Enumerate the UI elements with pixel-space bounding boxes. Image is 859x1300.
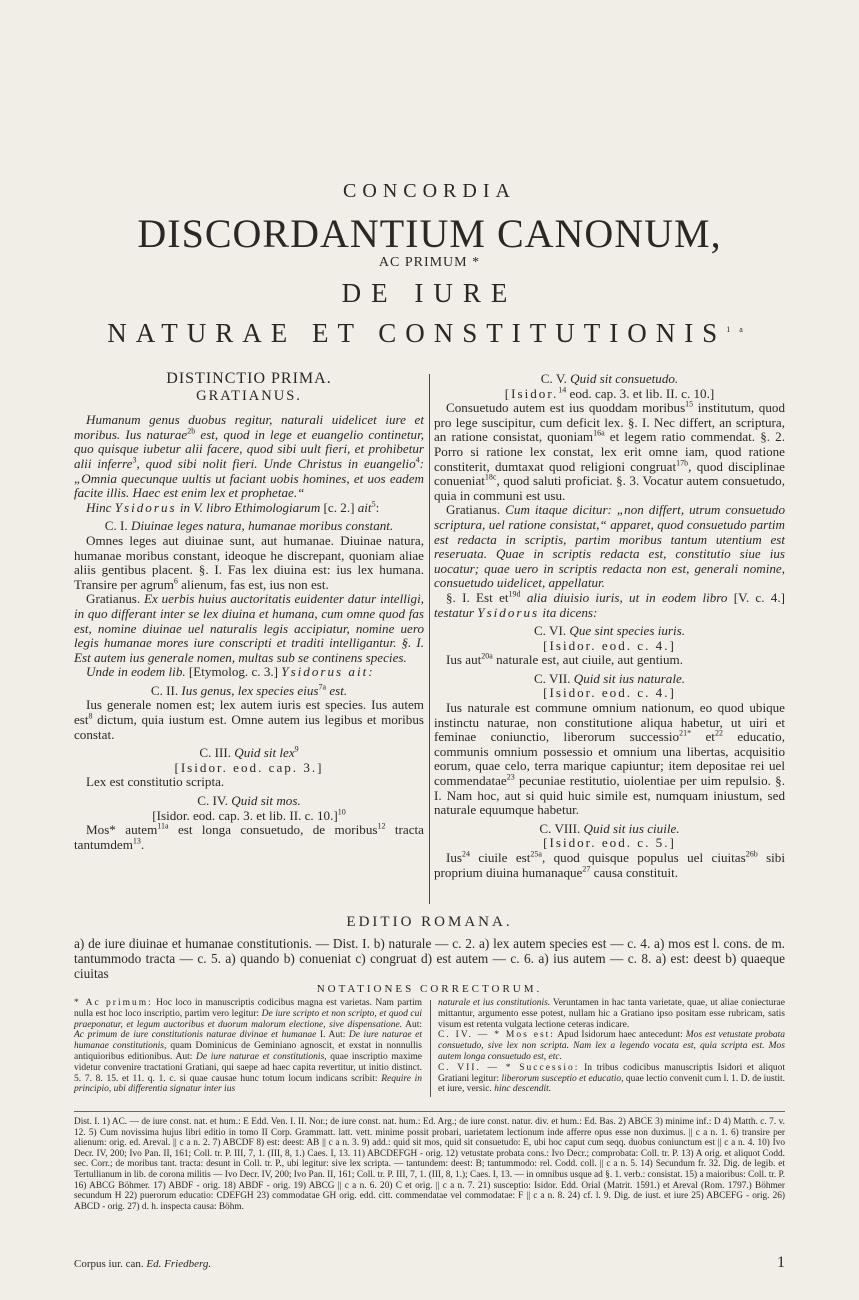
text-span: Unde in eodem lib.: [86, 664, 186, 680]
text-span: Corpus iur. can.: [74, 1258, 147, 1270]
canon-reference-7: [Isidor. eod. c. 4.]: [543, 685, 676, 701]
canon-title: Quid sit consuetudo.: [570, 371, 679, 386]
canon-text-3: Lex est constitutio scripta.: [86, 774, 225, 790]
canon-text-6: [434, 653, 785, 668]
footnote-mark: 27: [582, 864, 591, 874]
text-span: De iure naturae et constitutionis,: [196, 1051, 327, 1062]
editio-romana-heading: EDITIO ROMANA.: [346, 914, 513, 930]
canon-title: Quid sit lex: [234, 745, 295, 761]
text-span: C. IV. — * Mos est:: [438, 1030, 555, 1041]
footnote-mark: 13: [132, 836, 141, 846]
canon-title: Quid sit ius naturale.: [573, 670, 686, 686]
canon-text-1: [74, 534, 424, 592]
text-span: sibi proprium diuina humanaque: [434, 850, 785, 880]
notationes-heading: NOTATIONES CORRECTORUM.: [316, 983, 543, 995]
text-span: causa constituit.: [590, 864, 679, 880]
author-name: Ysidorus: [114, 499, 177, 515]
canon-text-2: [74, 698, 424, 742]
text-span: quam Dominicus de Geminiano agnoscit, et exstat in nonnullis antiquioribus editionibus. Aut:: [74, 1041, 423, 1062]
text-span: De iure naturae et humanae constitutionis,: [74, 1030, 423, 1052]
footnote-mark: 12: [377, 821, 386, 831]
footnote-mark: 16a: [593, 429, 605, 439]
footnote-mark: 4: [415, 455, 420, 465]
text-span: [Etymolog. c. 3.]: [185, 664, 282, 680]
variants-rule: [74, 1111, 785, 1112]
text-span: Apud Isidorum haec antecedunt:: [554, 1030, 686, 1041]
text-span: , quod disciplinae conueniat: [434, 458, 785, 489]
text-span: alienum, fas est, ius non est.: [177, 576, 329, 592]
text-span: Consuetudo autem est ius quoddam moribus: [446, 400, 686, 416]
footnote-mark: 10: [337, 807, 346, 817]
text-span: ita dicens:: [539, 604, 598, 620]
footnote-mark: 9: [294, 744, 299, 754]
canon-reference-5: [434, 387, 785, 402]
canon-reference-8: [Isidor. eod. c. 5.]: [543, 835, 676, 851]
footnote-mark: 14: [558, 385, 567, 395]
hinc-paragraph: [74, 501, 424, 516]
canon-title: Quid sit mos.: [231, 793, 301, 809]
canon-reference-3: [Isidor. eod. cap. 3.]: [174, 759, 324, 775]
footnote-mark: 19d: [508, 589, 521, 599]
footnote-mark: 3: [132, 455, 137, 465]
canon-text-8: [434, 851, 785, 880]
text-span: dictum, quia iustum est. Omne autem ius legibus et moribus constat.: [74, 712, 424, 742]
footnote-mark: 21*: [679, 728, 692, 738]
canon-heading-4: [74, 794, 424, 809]
canon-heading-3: [74, 746, 424, 761]
unde-paragraph: [74, 665, 424, 680]
canon-heading-2: [74, 684, 424, 699]
canon-number: C. V.: [540, 371, 567, 386]
text-span: Humanum genus duobus regitur, naturali uidelicet iure et moribus. Ius naturae: [74, 412, 424, 442]
text-span: In tribus codicibus manuscriptis Isidori et aliquot Gratiani legitur:: [438, 1062, 785, 1084]
distinctio-heading: DISTINCTIO PRIMA.: [166, 370, 332, 387]
text-span: naturale et ius constitutionis.: [438, 998, 551, 1008]
text-span: :: [375, 499, 380, 515]
text-span: est, quod in lege et euangelio continetur, quo quisque iubetur alii facere, quod sibi uult fieri, et prohibetur alii inferre: [74, 426, 424, 471]
notationes-left: [74, 998, 422, 1095]
canon-reference-6: [Isidor. eod. c. 4.]: [543, 637, 676, 653]
footnote-mark: 22: [714, 728, 723, 738]
text-span: Ius generale nomen est; lex autem iuris est species. Ius autem est: [74, 697, 424, 728]
canon-heading-6: [434, 624, 785, 639]
text-span: : „Omnia quecunque uultis ut faciant uobis homines, et uos eadem facite illis. Haec est enim lex et prophetae.“: [74, 455, 424, 501]
text-span: naturale est, aut ciuile, aut gentium.: [492, 652, 684, 668]
canon-title: Que sint species iuris.: [569, 623, 686, 639]
text-span: pecuniae restitutio, uiolentiae per uim repulsio. §. I. Nam hoc, aut si quid huic simile est, numquam iniustum, sed naturale equumque habetur.: [434, 773, 785, 818]
footnote-mark: 20a: [481, 651, 493, 661]
canon-text-5: [434, 401, 785, 503]
text-span: Ex uerbis huius auctoritatis euidenter datur intelligi, in quo differant inter se lex diuina et humana, cum omne quod fas est, nomine diuinae uel naturalis legis accipiatur, nomine uero legis humanae mores iure conscripti et traditi intelligantur. §. I. Est autem ius generale nomen, multas sub se continens species.: [74, 591, 424, 665]
text-span: liberorum susceptio et educatio,: [501, 1073, 624, 1084]
footnote-mark: 26b: [745, 849, 758, 859]
text-span: C. VII. — * Successio:: [438, 1062, 580, 1073]
text-span: Aut:: [402, 1019, 422, 1030]
text-span: Ac primum de iure constitutionis naturae divinae et humanae: [74, 1030, 317, 1041]
canon-heading-7: [434, 672, 785, 687]
text-span: [V. c. 4.]: [727, 589, 785, 605]
footnote-mark: 7a: [318, 682, 327, 692]
footnote-mark: 25a: [530, 849, 542, 859]
canon-title: est.: [326, 682, 348, 698]
notationes-right: [438, 998, 785, 1095]
text-span: in V. libro Ethimologiarum: [176, 499, 321, 515]
text-span: Veruntamen in hac tanta varietate, quae, ut aliae coniecturae mittantur, argumento esse potest, nullam hic a Gratiano ipso positam esse rubricam, satis visum est retenta vulgata lectione ceteras indicare.: [438, 998, 785, 1030]
text-span: Omnes leges aut diuinae sunt, aut humanae. Diuinae natura, humanae moribus constant, ideoque he discrepant, quoniam aliae aliis gentibus placent. §. I. Fas lex diuina est: ius lex humana. Transire per agrum: [74, 532, 424, 592]
gratianus-heading: GRATIANUS.: [196, 387, 302, 404]
text-span: [Isidor. eod. cap. 3. et lib. II. c. 10.]: [152, 807, 338, 823]
editio-romana-text: a) de iure diuinae et humanae constitutionis. — Dist. I. b) naturale — c. 2. a) lex autem species est — c. 4. a) mos est l. cons. de m. tantummodo tracta — c. 5. a) quando b) conueniat c) congruat d) est autem — c. 6. a) ius autem — c. 8. a) est: deest b) quaeque ciuitas: [74, 936, 785, 981]
text-span: , quod sibi nolit fieri. Unde Christus in euangelio: [136, 455, 416, 471]
canon-title: Diuinae leges natura, humanae moribus constant.: [130, 518, 394, 534]
text-span: Mos* autem: [86, 822, 158, 838]
footnote-mark: 23: [506, 772, 515, 782]
footnote-mark: 11a: [157, 821, 169, 831]
text-span: quae inscriptio maxime videtur convenire tractationi Gratiani, qui saepe ad haec capita revertitur, ut initio distinct. 5. 7. 8. 15. et 11. q. 1. c. si quae causae hunc totum locum indicans scribit:: [74, 1051, 422, 1084]
canon-number: C. I.: [104, 518, 128, 534]
title-naturae-text: NATURAE ET CONSTITUTIONIS: [107, 318, 727, 348]
author-name: Ysidorus ait:: [281, 664, 375, 680]
text-span: et: [691, 729, 715, 745]
text-span: Hinc: [86, 499, 115, 515]
footnote-mark: 18c: [484, 472, 497, 482]
right-column: [434, 372, 785, 880]
text-span: institutum, quod pro lege suscipitur, cum deficit lex. §. I. Nec differt, an scriptura, an ratione consistat, quoniam: [434, 400, 785, 445]
text-span: est longa consuetudo, de moribus: [168, 822, 378, 838]
title-discordantium: DISCORDANTIUM CANONUM,: [137, 211, 722, 256]
footnote-mark: 6: [173, 576, 178, 586]
text-span: Mos est vetustate probata consuetudo, sive lex non scripta. Nam lex a legendo vocata est, quia scripta est. Mos autem longa consuetudo est, etc.: [438, 1030, 785, 1062]
text-span: ciuile est: [470, 850, 531, 865]
footnote-mark: 15: [685, 399, 694, 409]
canon-title: Ius genus, lex species eius: [181, 682, 319, 698]
text-span: tracta tantumdem: [74, 822, 424, 852]
text-span: educatio, communis omnium possessio et omnium una libertas, acquisitio eorum, quae celo, terra marique capiuntur; item depositae rei uel commendatae: [434, 729, 785, 789]
text-span: et legem ratio commendat. §. 2. Porro si ratione lex constat, lex erit omne iam, quod ratione constiterit, dumtaxat quod religioni congruat: [434, 429, 786, 474]
est-et-paragraph: [434, 591, 785, 620]
text-span: hinc descendit.: [494, 1084, 552, 1095]
footer-citation: [74, 1258, 211, 1270]
intro-paragraph: [74, 413, 424, 501]
text-span: Ius naturale est commune omnium nationum, eo quod ubique instinctu naturae, non constitutione aliqua habetur, ut uiri et feminae coniunctio, liberorum successio: [434, 700, 785, 745]
text-span: alia diuisio iuris, ut in eodem libro: [520, 589, 728, 605]
text-span: Cum itaque dicitur: „non differt, utrum consuetudo scriptura, uel ratione consistat,“ apparet, quod consuetudo partim est redacta in scriptis, partim moribus tantum utentium est reseruata. Quae in scriptis redacta est, constitutio siue ius uocatur; quae uero in scriptis redacta non est, generali nomine, consuetudo uidelicet, appellatur.: [434, 502, 785, 591]
text-span: Ed. Friedberg.: [146, 1258, 212, 1270]
canon-heading-5: [434, 372, 785, 387]
text-span: eod. cap. 3. et lib. II. c. 10.]: [566, 385, 715, 401]
footnote-mark: 2b: [187, 426, 196, 436]
notationes-divider: [430, 1000, 431, 1097]
variant-readings: Dist. I. 1) AC. — de iure const. nat. et hum.: E Edd. Ven. I. II. Nor.; de iure const. nat. hum.: Ed. Arg.; de iure const. natur. div. et hum.: Ed. Bas. 2) ABCE 3) minime inf.: D 4) Matth. c. 7. v. 12. 5) Cum novissima hujus libri editio in tomo II Corp. Grammatt. latt. vett. minime possit probari, uarietatem lectionum inde afferre opus esse non duximus. || c a n. 1. 6) transire per alienum: orig. ed. Areval. || c a n. 2. 7) ABCDF 8) est: deest: AB || c a n. 3. 9) add.: quid sit mos, quid sit consuetudo: E, ubi hoc caput cum seqq. duobus coniunctum est || c a n. 4. 10) Ivo Decr. IV, 200; Ivo Pan. II, 161; Coll. tr. P. III, 7, 1. (III, 8, 1.) Caes. I, 13. 11) ABCDEFGH - orig. 12) vetustate probata cons.: Ivo Decr.; comprobata: Coll. tr. P. 13) A orig. et aliquot Codd. sec. Corr.; de moribus tant. tracta: desunt in Coll. tr. P., ubi legitur: sive lex scripta. — tantundem: deest: B; tantummodo: rel. Codd. coll. || c a n. 5. 14) Secundum fr. 32. Dig. de legib. et Tertullianum in lib. de corona militis — Ivo Decr. IV, 200; Ivo Pan. II, 161; Coll. tr. P. III, 7, 1. (III, 8, 1.); Caes. I, 13. — in omnibus usque ad §. 1. verb.: consistat. 15) a maioribus: Coll. tr. P. 16) ABCG Böhmer. 17) ABDF - orig. 18) ABDF - orig. 19) ABCG || c a n. 6. 20) C et orig. || c a n. 7. 21) susceptio: Isidor. Edd. Orial (Matrit. 1591.) et Areval (Rom. 1797.) Böhmer secundum H 22) puerorum educatio: CDEFGH 23) commodatae GH orig. edd. citt. commendatae vel commodatae: F || c a n. 8. 24) cf. l. 9. Dig. de iust. et iure 25) ABCEFG - orig. 26) ABCD - orig. 27) d. h. inspecta causa: Böhm.: [74, 1117, 785, 1212]
gratianus-dictum-1: [74, 592, 424, 665]
text-span: Require in principio, ubi differentia signatur inter ius: [74, 1073, 423, 1095]
canon-heading-1: [74, 519, 424, 534]
text-span: [c. 2.]: [320, 499, 358, 515]
text-span: [Isidor.: [504, 385, 559, 401]
canon-number: C. IV.: [197, 793, 228, 809]
text-span: ait: [357, 499, 372, 515]
left-column: [74, 372, 424, 852]
canon-heading-8: [434, 822, 785, 837]
canon-text-4: [74, 823, 424, 852]
footnote-mark: 17b: [676, 458, 689, 468]
canon-number: C. II.: [150, 682, 179, 698]
canon-number: C. III.: [199, 745, 231, 761]
text-span: De iure scripto et non scripto, et quod cui praeponatur, et legum auctoribus et duorum malorum electione, sive dispensatione.: [74, 1008, 422, 1030]
dictum-lead: Gratianus.: [446, 502, 501, 518]
title-de-iure: DE IURE: [341, 278, 518, 308]
footnote-mark: 5: [371, 499, 376, 509]
footnote-mark: 8: [88, 711, 93, 721]
text-span: testatur: [434, 604, 478, 620]
footnote-mark: 24: [462, 849, 471, 859]
canon-title: Quid sit ius ciuile.: [583, 820, 680, 836]
gratianus-dictum-2: [434, 503, 785, 591]
page-number: 1: [777, 1254, 785, 1271]
text-span: Ius: [446, 850, 463, 865]
canon-number: C. VII.: [533, 670, 571, 686]
canon-text-7: [434, 701, 785, 818]
text-span: quae lectio convenit cum l. 1. D. de iustit. et iure, versic.: [438, 1073, 785, 1095]
title-footnote-mark: 1a: [726, 325, 752, 334]
title-concordia: CONCORDIA: [343, 180, 516, 202]
canon-number: C. VIII.: [539, 820, 581, 836]
text-span: §. I. Est et: [446, 589, 509, 605]
text-span: Hoc loco in manuscriptis codicibus magna est varietas. Nam partim nulla est hoc loco inscriptio, partim vero legitur:: [74, 998, 422, 1019]
dictum-lead: Gratianus.: [86, 591, 141, 607]
text-span: .: [140, 836, 145, 852]
text-span: , quod saluti proficiat. §. 3. Vocatur autem consuetudo, quia in communi est usu.: [434, 473, 785, 503]
title-ac-primum: AC PRIMUM *: [378, 255, 481, 270]
title-naturae: [0, 318, 859, 349]
text-span: I. Aut:: [316, 1030, 349, 1041]
author-name: Ysidorus: [477, 604, 540, 620]
column-divider: [429, 374, 430, 904]
text-span: , quod quisque populus uel ciuitas: [541, 850, 746, 865]
text-span: Ius aut: [446, 652, 482, 668]
text-span: * Ac primum:: [74, 998, 153, 1008]
canon-number: C. VI.: [533, 623, 567, 639]
